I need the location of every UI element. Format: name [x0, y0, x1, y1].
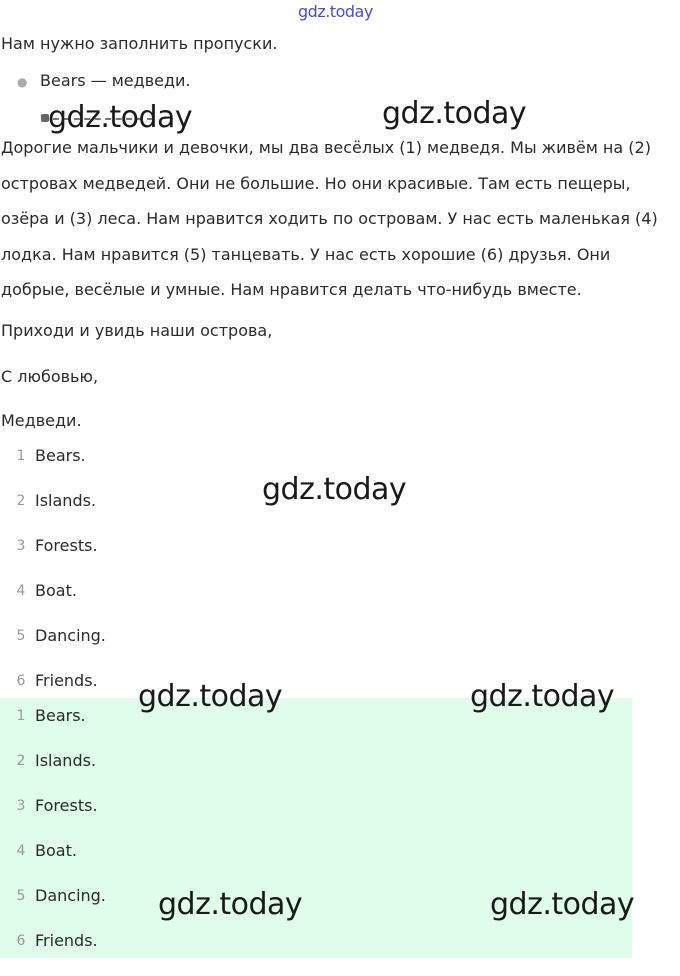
list-item-number: 2	[16, 493, 26, 509]
list-item-text: Friends.	[35, 671, 98, 690]
watermark: gdz.today	[470, 679, 615, 714]
watermark: gdz.today	[158, 887, 303, 922]
list-item-number: 5	[16, 888, 26, 904]
list-item-number: 4	[16, 583, 26, 599]
intro-text: Нам нужно заполнить пропуски.	[1, 34, 278, 53]
list-item-number: 1	[16, 708, 26, 724]
list-item-text: Islands.	[35, 491, 97, 510]
list-item-number: 6	[16, 933, 26, 949]
watermark: gdz.today	[48, 100, 193, 135]
letter-invite: Приходи и увидь наши острова,	[1, 321, 273, 340]
list-item-number: 6	[16, 673, 26, 689]
watermark: gdz.today	[382, 96, 527, 131]
site-logo[interactable]: gdz.today	[298, 2, 373, 21]
list-item-text: Bears.	[35, 706, 86, 725]
list-item-number: 3	[16, 798, 26, 814]
list-item-text: Islands.	[35, 751, 97, 770]
list-item-text: Forests.	[35, 796, 98, 815]
bullet-list-item	[17, 71, 191, 92]
list-item-text: Friends.	[35, 931, 98, 950]
watermark: gdz.today	[262, 472, 407, 507]
list-item-number: 4	[16, 843, 26, 859]
letter-body: Дорогие мальчики и девочки, мы два весёлых (1) медведя. Мы живём на (2) островах медведей. Они не большие. Но они красивые. Там есть пещеры, озёра и (3) леса. Нам нравится ходить по островам. У нас есть маленькая (4) лодка. Нам нравится (5) танцевать. У нас есть хорошие (6) друзья. Они добрые, весёлые и умные. Нам нравится делать что-нибудь вместе.	[1, 138, 658, 299]
list-item-number: 3	[16, 538, 26, 554]
bullet-text: Bears — медведи.	[40, 71, 191, 90]
watermark: gdz.today	[490, 887, 635, 922]
watermark: gdz.today	[138, 679, 283, 714]
list-item-text: Bears.	[35, 446, 86, 465]
letter-closing: С любовью,	[1, 367, 99, 386]
list-item-number: 5	[16, 628, 26, 644]
list-item-text: Dancing.	[35, 886, 106, 905]
list-item-number: 1	[16, 448, 26, 464]
list-item-number: 2	[16, 753, 26, 769]
letter-signature: Медведи.	[1, 411, 82, 430]
list-item-text: Boat.	[35, 581, 77, 600]
list-item-text: Dancing.	[35, 626, 106, 645]
list-item-text: Boat.	[35, 841, 77, 860]
bullet-dot-icon: ●	[17, 74, 28, 89]
list-item-text: Forests.	[35, 536, 98, 555]
